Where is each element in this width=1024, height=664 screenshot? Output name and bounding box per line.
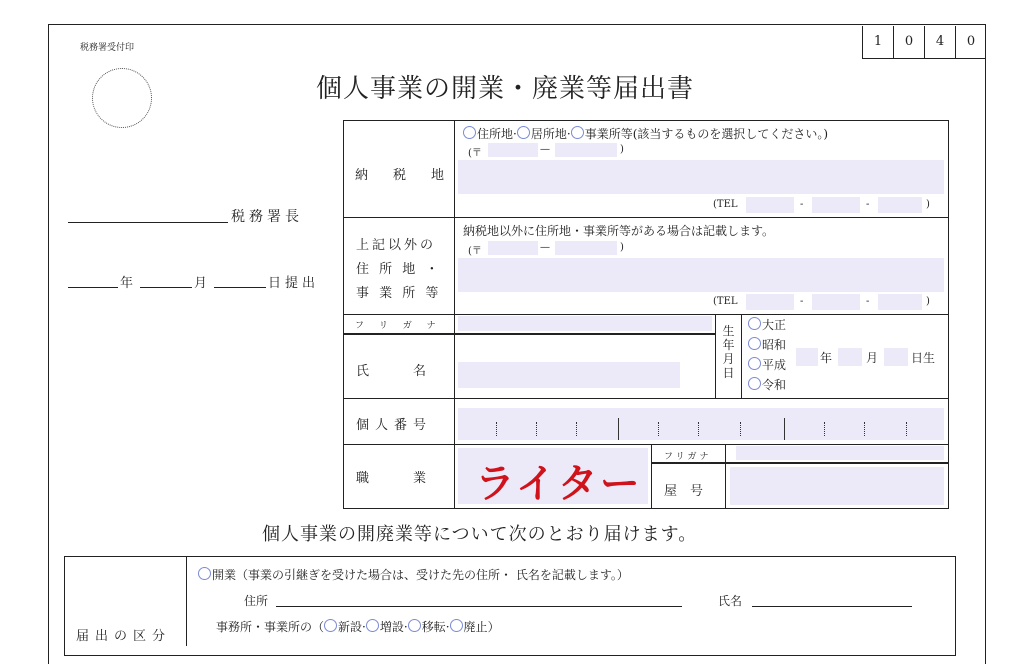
tax-address-label: 納 税 地	[355, 168, 451, 183]
radio-icon[interactable]	[748, 337, 761, 350]
tel-dash: -	[800, 296, 804, 307]
form-number	[862, 26, 986, 59]
chief-label: 税務署長	[231, 209, 303, 225]
tel-field-3[interactable]	[878, 294, 922, 310]
tax-address-field[interactable]	[458, 160, 944, 194]
birth-month-label: 月	[866, 351, 879, 365]
tel-field-2[interactable]	[812, 294, 860, 310]
previous-owner-name-field[interactable]	[752, 606, 912, 607]
birth-month-field[interactable]	[838, 348, 862, 366]
date-year-field[interactable]	[68, 287, 118, 288]
office-change-options[interactable]: 事務所・事業所の（ 新設· 増設· 移転· 廃止）	[216, 620, 500, 634]
occupation-label: 職 業	[356, 471, 433, 486]
other-address-note: 納税地以外に住所地・事業所等がある場合は記載します。	[463, 224, 775, 238]
tel-suffix: )	[926, 296, 930, 307]
stamp-circle	[92, 68, 152, 128]
date-day-field[interactable]	[214, 287, 266, 288]
my-number-dividers	[458, 418, 944, 442]
postal-dash: —	[540, 242, 550, 253]
radio-icon[interactable]	[463, 126, 476, 139]
radio-icon[interactable]	[748, 377, 761, 390]
tel-field-1[interactable]	[746, 197, 794, 213]
shop-furigana-label: フリガナ	[664, 452, 712, 462]
form-number-digit: 0	[894, 26, 925, 58]
tel-dash: -	[866, 296, 870, 307]
postal-suffix: )	[620, 242, 624, 253]
form-number-digit: 0	[966, 34, 976, 49]
date-month-label: 月	[194, 276, 208, 291]
postal-prefix: (〒	[468, 246, 482, 257]
open-option[interactable]: 開業（事業の引継ぎを受けた場合は、受けた先の住所・ 氏名を記載します。）	[198, 566, 629, 583]
tel-field-2[interactable]	[812, 197, 860, 213]
tel-field-3[interactable]	[878, 197, 922, 213]
date-submit-label: 日提出	[268, 276, 320, 291]
birth-year-field[interactable]	[796, 348, 818, 366]
declaration-text: 個人事業の開廃業等について次のとおり届けます。	[262, 524, 698, 545]
date-year-label: 年	[120, 276, 134, 291]
tel-dash: -	[800, 199, 804, 210]
tel-dash: -	[866, 199, 870, 210]
my-number-label: 個人番号	[356, 418, 433, 433]
radio-icon[interactable]	[748, 357, 761, 370]
tax-office-name-field[interactable]	[68, 222, 228, 223]
tel-prefix: (TEL	[713, 199, 738, 210]
postal-dash: —	[540, 144, 550, 155]
tax-address-options[interactable]: 住所地· 居所地· 事業所等(該当するものを選択してください。)	[463, 125, 828, 142]
birth-day-label: 日生	[911, 351, 936, 365]
previous-owner-address-label: 住所	[244, 594, 269, 608]
radio-icon[interactable]	[748, 317, 761, 330]
form-number-digit: 1	[863, 26, 894, 58]
birth-day-field[interactable]	[884, 348, 908, 366]
tel-field-1[interactable]	[746, 294, 794, 310]
radio-icon[interactable]	[198, 567, 211, 580]
form-title: 個人事業の開業・廃業等届出書	[316, 74, 695, 104]
radio-icon[interactable]	[517, 126, 530, 139]
other-address-label: 上記以外の 住 所 地 ・ 事 業 所 等	[356, 238, 442, 301]
postal-code-field-2[interactable]	[555, 241, 617, 255]
radio-icon[interactable]	[408, 619, 421, 632]
name-label: 氏 名	[356, 364, 433, 379]
form-number-digit: 4	[925, 26, 956, 58]
postal-code-field-1[interactable]	[488, 241, 538, 255]
postal-code-field-1[interactable]	[488, 143, 538, 157]
radio-icon[interactable]	[571, 126, 584, 139]
previous-owner-address-field[interactable]	[276, 606, 682, 607]
shop-furigana-field[interactable]	[736, 446, 944, 460]
shop-name-label: 屋 号	[664, 484, 704, 499]
shop-name-field[interactable]	[730, 467, 944, 505]
name-furigana-field[interactable]	[458, 316, 712, 331]
postal-suffix: )	[620, 144, 624, 155]
tel-suffix: )	[926, 199, 930, 210]
occupation-value: ライター	[475, 461, 642, 507]
date-month-field[interactable]	[140, 287, 192, 288]
stamp-label: 税務署受付印	[80, 43, 135, 53]
birth-year-label: 年	[820, 351, 833, 365]
previous-owner-name-label: 氏名	[718, 594, 743, 608]
other-address-field[interactable]	[458, 258, 944, 292]
radio-icon[interactable]	[450, 619, 463, 632]
tel-prefix: (TEL	[713, 296, 738, 307]
furigana-label: フ リ ガ ナ	[355, 321, 442, 331]
postal-prefix: (〒	[468, 148, 482, 159]
radio-icon[interactable]	[324, 619, 337, 632]
radio-icon[interactable]	[366, 619, 379, 632]
section-label: 届出の区分	[76, 629, 172, 644]
name-field[interactable]	[458, 362, 680, 388]
birth-era-options[interactable]: 大正 昭和 平成 令和	[748, 315, 786, 395]
postal-code-field-2[interactable]	[555, 143, 617, 157]
birth-label: 生年月日	[722, 324, 735, 380]
